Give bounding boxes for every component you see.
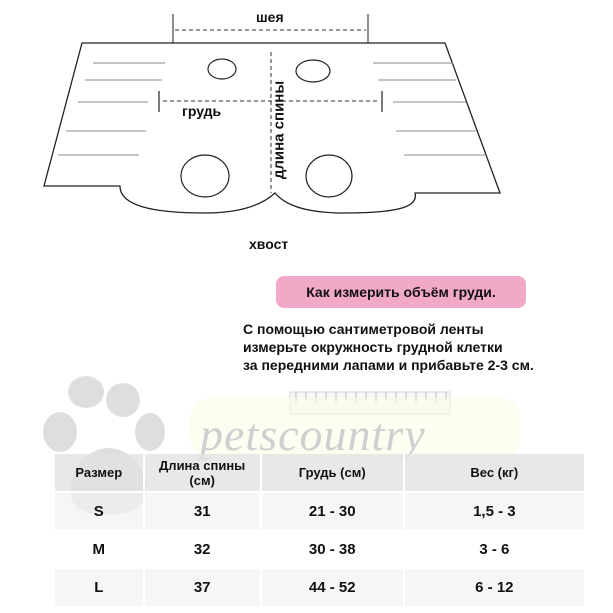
front-leg-hole-left (208, 59, 236, 79)
cell-weight: 6 - 12 (404, 568, 584, 606)
table-header-row (55, 454, 584, 492)
cell-weight: 3 - 6 (404, 530, 584, 568)
cell-weight: 1,5 - 3 (404, 492, 584, 530)
rear-leg-hole-right (306, 155, 352, 197)
cell-chest: 30 - 38 (261, 530, 404, 568)
table-row (55, 568, 584, 606)
cell-chest: 44 - 52 (261, 568, 404, 606)
size-table (55, 454, 584, 606)
cell-size: S (55, 492, 144, 530)
cell-size: L (55, 568, 144, 606)
instruction-line: за передними лапами и прибавьте 2-3 см. (243, 357, 534, 373)
cell-back-length: 31 (144, 492, 261, 530)
cell-size: M (55, 530, 144, 568)
header-size: Размер (75, 465, 123, 480)
rear-leg-hole-left (181, 155, 229, 197)
front-leg-hole-right (296, 60, 330, 82)
watermark-text: petscountry (200, 409, 426, 460)
instruction-line: С помощью сантиметровой ленты (243, 321, 484, 337)
header-chest: Грудь (см) (261, 454, 404, 492)
measure-heading: Как измерить объём груди. (306, 284, 496, 300)
neck-label: шея (256, 9, 284, 25)
measure-instructions (243, 320, 603, 374)
cell-back-length: 32 (144, 530, 261, 568)
garment-diagram (0, 0, 613, 260)
tail-label: хвост (249, 236, 289, 252)
header-weight: Вес (кг) (404, 454, 584, 492)
header-back-length: Длина спины (см) (144, 454, 261, 492)
garment-outline-svg (0, 0, 613, 260)
chest-label: грудь (182, 103, 222, 119)
table-row (55, 530, 584, 568)
cell-back-length: 37 (144, 568, 261, 606)
back-length-label: длина спины (270, 80, 288, 180)
cell-chest: 21 - 30 (261, 492, 404, 530)
table-row (55, 492, 584, 530)
measure-heading-badge (276, 276, 526, 308)
instruction-line: измерьте окружность грудной клетки (243, 339, 503, 355)
